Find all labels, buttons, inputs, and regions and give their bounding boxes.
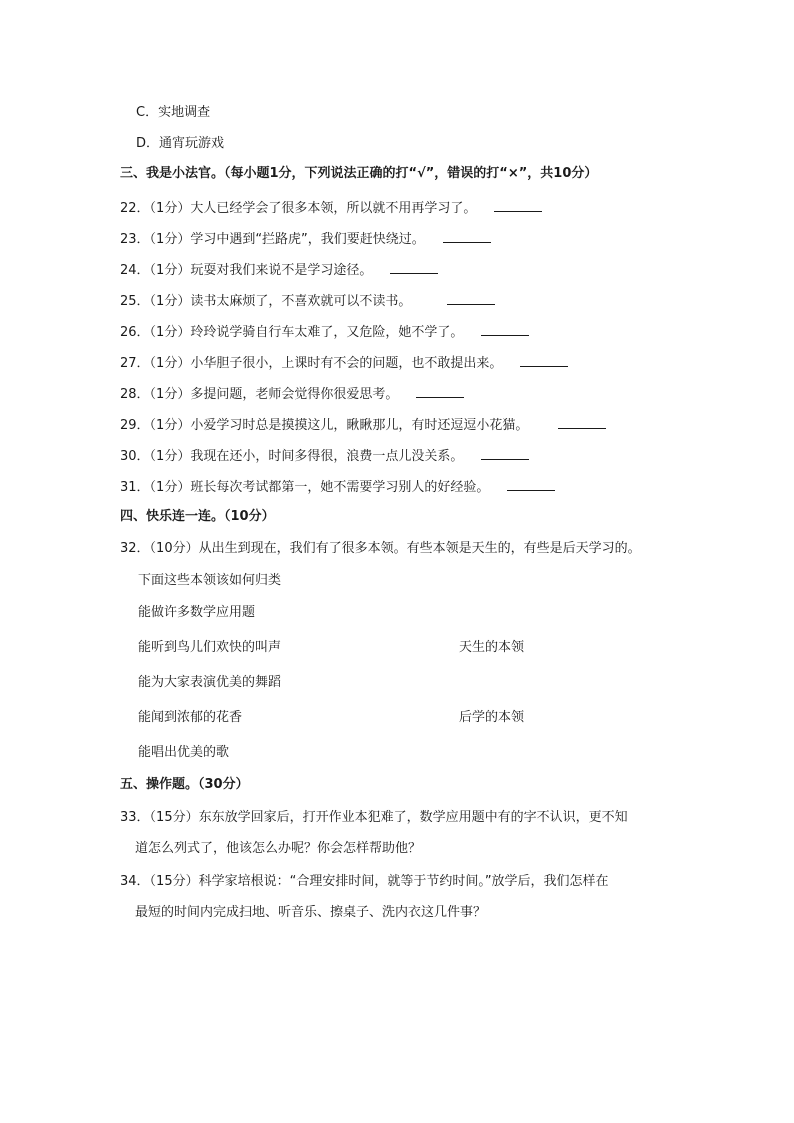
question-32-line-1: 32．（10分）从出生到现在，我们有了很多本领。有些本领是天生的，有些是后天学习的。	[120, 541, 641, 556]
question-33-line-1: 33．（15分）东东放学回家后，打开作业本犯难了，数学应用题中有的字不认识，更不知	[120, 810, 628, 825]
section-3-heading: 三、我是小法官。（每小题1分，下列说法正确的打“√”，错误的打“×”，共10分）	[120, 166, 598, 181]
question-29-text: 29．（1分）小爱学习时总是摸摸这儿，瞅瞅那儿，有时还逗逗小花猫。	[120, 418, 529, 433]
question-30-text: 30．（1分）我现在还小，时间多得很，浪费一点儿没关系。	[120, 449, 464, 464]
category-learned[interactable]: 后学的本领	[459, 710, 525, 725]
answer-blank-22[interactable]	[494, 197, 542, 212]
question-26	[120, 321, 529, 343]
answer-blank-30[interactable]	[481, 445, 529, 460]
answer-blank-26[interactable]	[481, 321, 529, 336]
question-28	[120, 383, 464, 405]
question-23	[120, 228, 491, 250]
question-27-text: 27．（1分）小华胆子很小，上课时有不会的问题，也不敢提出来。	[120, 356, 503, 371]
answer-blank-23[interactable]	[443, 228, 491, 243]
answer-blank-27[interactable]	[520, 352, 568, 367]
ability-item-5[interactable]: 能唱出优美的歌	[138, 745, 230, 760]
ability-item-3[interactable]: 能为大家表演优美的舞蹈	[138, 675, 282, 690]
question-25-text: 25．（1分）读书太麻烦了，不喜欢就可以不读书。	[120, 294, 412, 309]
question-31-text: 31．（1分）班长每次考试都第一，她不需要学习别人的好经验。	[120, 480, 490, 495]
question-34-line-2: 最短的时间内完成扫地、听音乐、擦桌子、洗内衣这几件事？	[135, 905, 487, 920]
question-32-line-2: 下面这些本领该如何归类	[138, 573, 282, 588]
answer-blank-31[interactable]	[507, 476, 555, 491]
question-33-line-2: 道怎么列式了，他该怎么办呢？你会怎样帮助他？	[135, 841, 422, 856]
question-27	[120, 352, 568, 374]
category-innate[interactable]: 天生的本领	[459, 640, 525, 655]
question-22	[120, 197, 542, 219]
ability-item-1[interactable]: 能做许多数学应用题	[138, 605, 256, 620]
section-5-heading: 五、操作题。（30分）	[120, 777, 249, 792]
answer-blank-28[interactable]	[416, 383, 464, 398]
option-d: D．通宵玩游戏	[136, 136, 225, 151]
question-23-text: 23．（1分）学习中遇到“拦路虎”，我们要赶快绕过。	[120, 232, 425, 247]
ability-item-4[interactable]: 能闻到浓郁的花香	[138, 710, 243, 725]
question-24-text: 24．（1分）玩耍对我们来说不是学习途径。	[120, 263, 373, 278]
answer-blank-29[interactable]	[558, 414, 606, 429]
question-34-line-1: 34．（15分）科学家培根说：“合理安排时间，就等于节约时间。”放学后，我们怎样在	[120, 874, 609, 889]
question-22-text: 22．（1分）大人已经学会了很多本领，所以就不用再学习了。	[120, 201, 477, 216]
ability-item-2[interactable]: 能听到鸟儿们欢快的叫声	[138, 640, 282, 655]
question-25	[120, 290, 495, 312]
question-31	[120, 476, 555, 498]
question-29	[120, 414, 606, 436]
section-4-heading: 四、快乐连一连。（10分）	[120, 509, 275, 524]
question-26-text: 26．（1分）玲玲说学骑自行车太难了，又危险，她不学了。	[120, 325, 464, 340]
question-24	[120, 259, 438, 281]
option-c: C．实地调查	[136, 105, 211, 120]
answer-blank-25[interactable]	[447, 290, 495, 305]
question-28-text: 28．（1分）多提问题，老师会觉得你很爱思考。	[120, 387, 399, 402]
answer-blank-24[interactable]	[390, 259, 438, 274]
question-30	[120, 445, 529, 467]
